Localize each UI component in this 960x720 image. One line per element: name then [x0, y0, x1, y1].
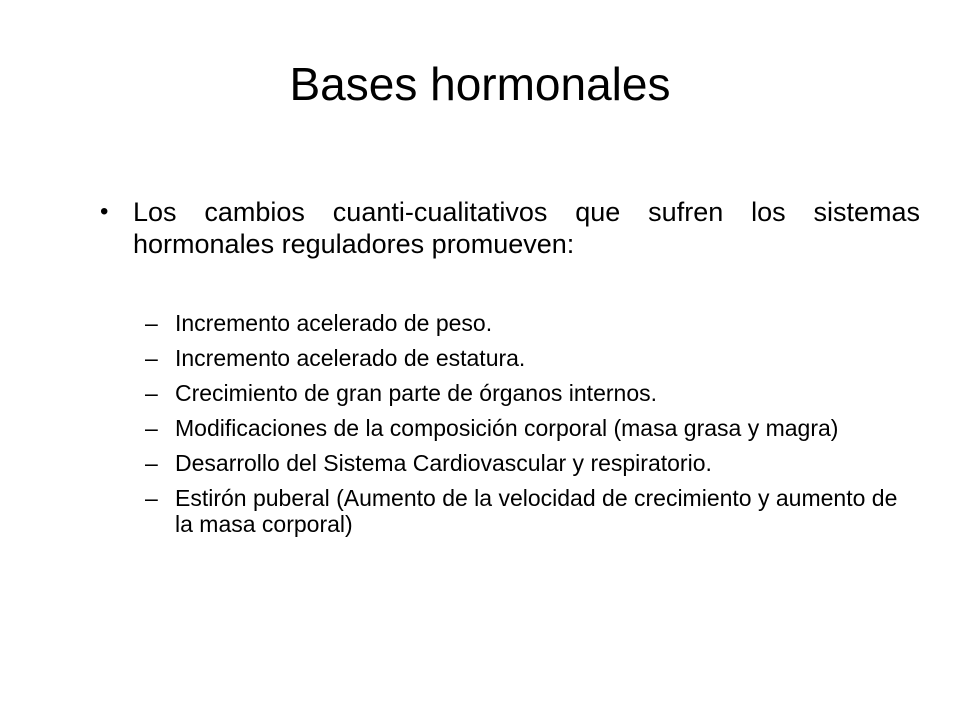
sub-bullet-item: [100, 450, 920, 476]
sub-bullet-text: Modificaciones de la composición corporal (masa grasa y magra): [175, 415, 839, 441]
slide-content: [100, 196, 920, 546]
dash-marker: –: [145, 415, 158, 441]
sub-bullet-list: [100, 310, 920, 537]
sub-bullet-item: [100, 485, 920, 537]
main-bullet-text: Los cambios cuanti-cualitativos que sufren los sistemas hormonales reguladores promueven:: [133, 197, 920, 259]
sub-bullet-text: Incremento acelerado de peso.: [175, 310, 493, 336]
bullet-marker: •: [100, 198, 109, 225]
main-bullet: [100, 196, 920, 260]
sub-bullet-item: [100, 310, 920, 336]
slide-title: Bases hormonales: [289, 58, 671, 110]
dash-marker: –: [145, 485, 158, 511]
dash-marker: –: [145, 450, 158, 476]
sub-bullet-item: [100, 380, 920, 406]
sub-bullet-text: Estirón puberal (Aumento de la velocidad de crecimiento y aumento de la masa corporal): [175, 485, 898, 537]
sub-bullet-text: Incremento acelerado de estatura.: [175, 345, 526, 371]
sub-bullet-item: [100, 345, 920, 371]
sub-bullet-text: Desarrollo del Sistema Cardiovascular y respiratorio.: [175, 450, 712, 476]
dash-marker: –: [145, 345, 158, 371]
dash-marker: –: [145, 380, 158, 406]
sub-bullet-text: Crecimiento de gran parte de órganos internos.: [175, 380, 658, 406]
sub-bullet-item: [100, 415, 920, 441]
dash-marker: –: [145, 310, 158, 336]
